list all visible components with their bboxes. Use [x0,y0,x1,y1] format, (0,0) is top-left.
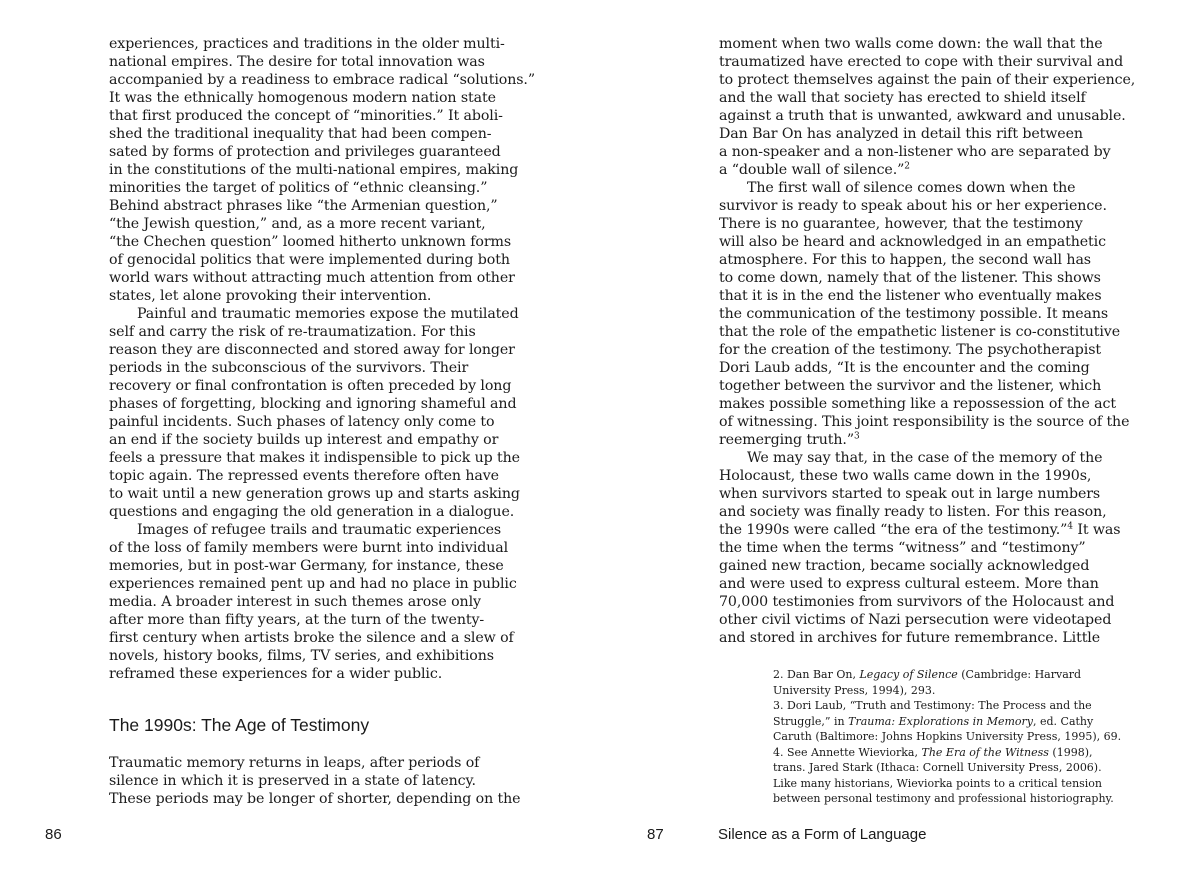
text-line: that it is in the end the listener who eventually makes [719,288,1102,304]
text-line: against a truth that is unwanted, awkward and unusable. [719,108,1126,124]
text-line: memories, but in post-war Germany, for instance, these [109,558,504,574]
text-line: Dori Laub adds, “It is the encounter and the coming [719,360,1090,376]
text-line: topic again. The repressed events therefore often have [109,468,499,484]
page-number-right: 87 [647,826,664,843]
footnote-line: between personal testimony and professional historiography. [773,792,1114,805]
text-line: moment when two walls come down: the wall that the [719,36,1103,52]
text-line: reemerging truth.”$^3$ [719,431,860,448]
text-line: first century when artists broke the silence and a slew of [109,630,514,646]
footnote-line: 3. Dori Laub, “Truth and Testimony: The Process and the [773,699,1092,712]
text-line: Painful and traumatic memories expose the mutilated [137,306,519,322]
text-line: Holocaust, these two walls came down in the 1990s, [719,468,1092,484]
text-line: Images of refugee trails and traumatic experiences [137,522,502,538]
text-line: reason they are disconnected and stored away for longer [109,342,515,358]
left-body-text-after-heading [109,754,539,808]
footnote-line: trans. Jared Stark (Ithaca: Cornell University Press, 2006). [773,761,1102,774]
text-line: will also be heard and acknowledged in an empathetic [719,234,1106,250]
text-line: reframed these experiences for a wider public. [109,666,443,682]
text-line: sated by forms of protection and privileges guaranteed [109,144,501,160]
text-line: to wait until a new generation grows up and starts asking [109,486,520,502]
text-line: accompanied by a readiness to embrace radical “solutions.” [109,72,535,88]
text-line: to protect themselves against the pain of their experience, [719,72,1136,88]
text-line: self and carry the risk of re-traumatization. For this [109,324,476,340]
footnote-marker: 2 [904,161,910,172]
text-line: Dan Bar On has analyzed in detail this rift between [719,126,1083,142]
footnote-marker: 3 [853,431,860,442]
text-line: feels a pressure that makes it indispensible to pick up the [109,450,520,466]
text-line: periods in the subconscious of the survivors. Their [109,360,469,376]
footnote-line: Caruth (Baltimore: Johns Hopkins University Press, 1995), 69. [773,730,1122,743]
text-line: states, let alone provoking their intervention. [109,288,432,304]
text-line: media. A broader interest in such themes arose only [109,594,481,610]
text-line: “the Chechen question” loomed hitherto unknown forms [109,234,512,250]
text-line: 70,000 testimonies from survivors of the Holocaust and [719,594,1115,610]
text-line: makes possible something like a repossession of the act [719,396,1116,412]
footnote-line: 2. Dan Bar On, Legacy of Silence (Cambridge: Harvard [773,668,1082,681]
text-line: traumatized have erected to cope with their survival and [719,54,1124,70]
text-line: recovery or final confrontation is often preceded by long [109,378,512,394]
text-line: a non-speaker and a non-listener who are separated by [719,144,1111,160]
footnote-line: 4. See Annette Wieviorka, The Era of the Witness (1998), [773,745,1093,759]
text-line: a “double wall of silence.”$^2$ [719,161,910,178]
text-line: the communication of the testimony possible. It means [719,306,1109,322]
text-line: of genocidal politics that were implemented during both [109,252,510,268]
text-line: Traumatic memory returns in leaps, after periods of [109,755,480,771]
text-line: minorities the target of politics of “ethnic cleansing.” [109,180,488,196]
text-line: and stored in archives for future remembrance. Little [719,630,1101,646]
text-line: of the loss of family members were burnt into individual [109,540,509,556]
text-line: world wars without attracting much attention from other [109,270,515,286]
text-line: silence in which it is preserved in a state of latency. [109,773,476,789]
cited-title: Legacy of Silence [859,668,958,681]
text-line: and were used to express cultural esteem. More than [719,576,1099,592]
right-page [600,0,1200,873]
text-line: It was the ethnically homogenous modern nation state [109,90,496,106]
text-line: experiences, practices and traditions in the older multi- [109,36,505,52]
text-line: and the wall that society has erected to shield itself [719,90,1086,106]
text-line: The first wall of silence comes down when the [747,180,1076,196]
text-line: Behind abstract phrases like “the Armenian question,” [109,198,498,214]
left-body-text [109,35,539,683]
right-body-text [719,35,1159,647]
text-line: atmosphere. For this to happen, the second wall has [719,252,1091,268]
text-line: survivor is ready to speak about his or her experience. [719,198,1107,214]
text-line: shed the traditional inequality that had been compen- [109,126,492,142]
text-line: after more than fifty years, at the turn of the twenty- [109,612,485,628]
text-line: an end if the society builds up interest and empathy or [109,432,499,448]
text-line: These periods may be longer of shorter, depending on the [109,791,521,807]
text-line: for the creation of the testimony. The psychotherapist [719,342,1101,358]
footnote-line: Like many historians, Wieviorka points to a critical tension [773,776,1103,790]
text-line: of witnessing. This joint responsibility is the source of the [719,414,1130,430]
text-line: the time when the terms “witness” and “testimony” [719,540,1086,556]
footnote-marker: 4 [1067,521,1073,532]
text-line: painful incidents. Such phases of latency only come to [109,414,495,430]
text-line: the 1990s were called “the era of the testimony.”$^4$ It was [719,521,1121,538]
text-line: novels, history books, films, TV series, and exhibitions [109,648,494,664]
cited-title: The Era of the Witness [921,745,1049,759]
footnote-line: University Press, 1994), 293. [773,683,936,697]
text-line: We may say that, in the case of the memory of the [747,450,1103,466]
text-line: There is no guarantee, however, that the testimony [719,216,1083,232]
page-number-left: 86 [45,826,62,843]
text-line: gained new traction, became socially acknowledged [719,558,1090,574]
text-line: that first produced the concept of “minorities.” It aboli- [109,108,503,124]
text-line: experiences remained pent up and had no place in public [109,576,517,592]
text-line: together between the survivor and the listener, which [719,378,1102,394]
text-line: other civil victims of Nazi persecution were videotaped [719,612,1112,628]
text-line: to come down, namely that of the listener. This shows [719,270,1101,286]
running-title: Silence as a Form of Language [718,826,927,843]
text-line: that the role of the empathetic listener is co-constitutive [719,324,1121,340]
text-line: in the constitutions of the multi-national empires, making [109,162,519,178]
section-heading: The 1990s: The Age of Testimony [109,715,370,735]
text-line: national empires. The desire for total innovation was [109,54,485,70]
text-line: “the Jewish question,” and, as a more recent variant, [109,216,486,232]
cited-title: Trauma: Explorations in Memory [848,714,1033,728]
text-line: phases of forgetting, blocking and ignoring shameful and [109,396,517,412]
footnotes [773,667,1121,807]
text-line: when survivors started to speak out in large numbers [719,486,1101,502]
text-line: questions and engaging the old generation in a dialogue. [109,504,515,520]
footnote-line: Struggle,” in Trauma: Explorations in Memory, ed. Cathy [773,714,1094,728]
text-line: and society was finally ready to listen. For this reason, [719,504,1107,520]
